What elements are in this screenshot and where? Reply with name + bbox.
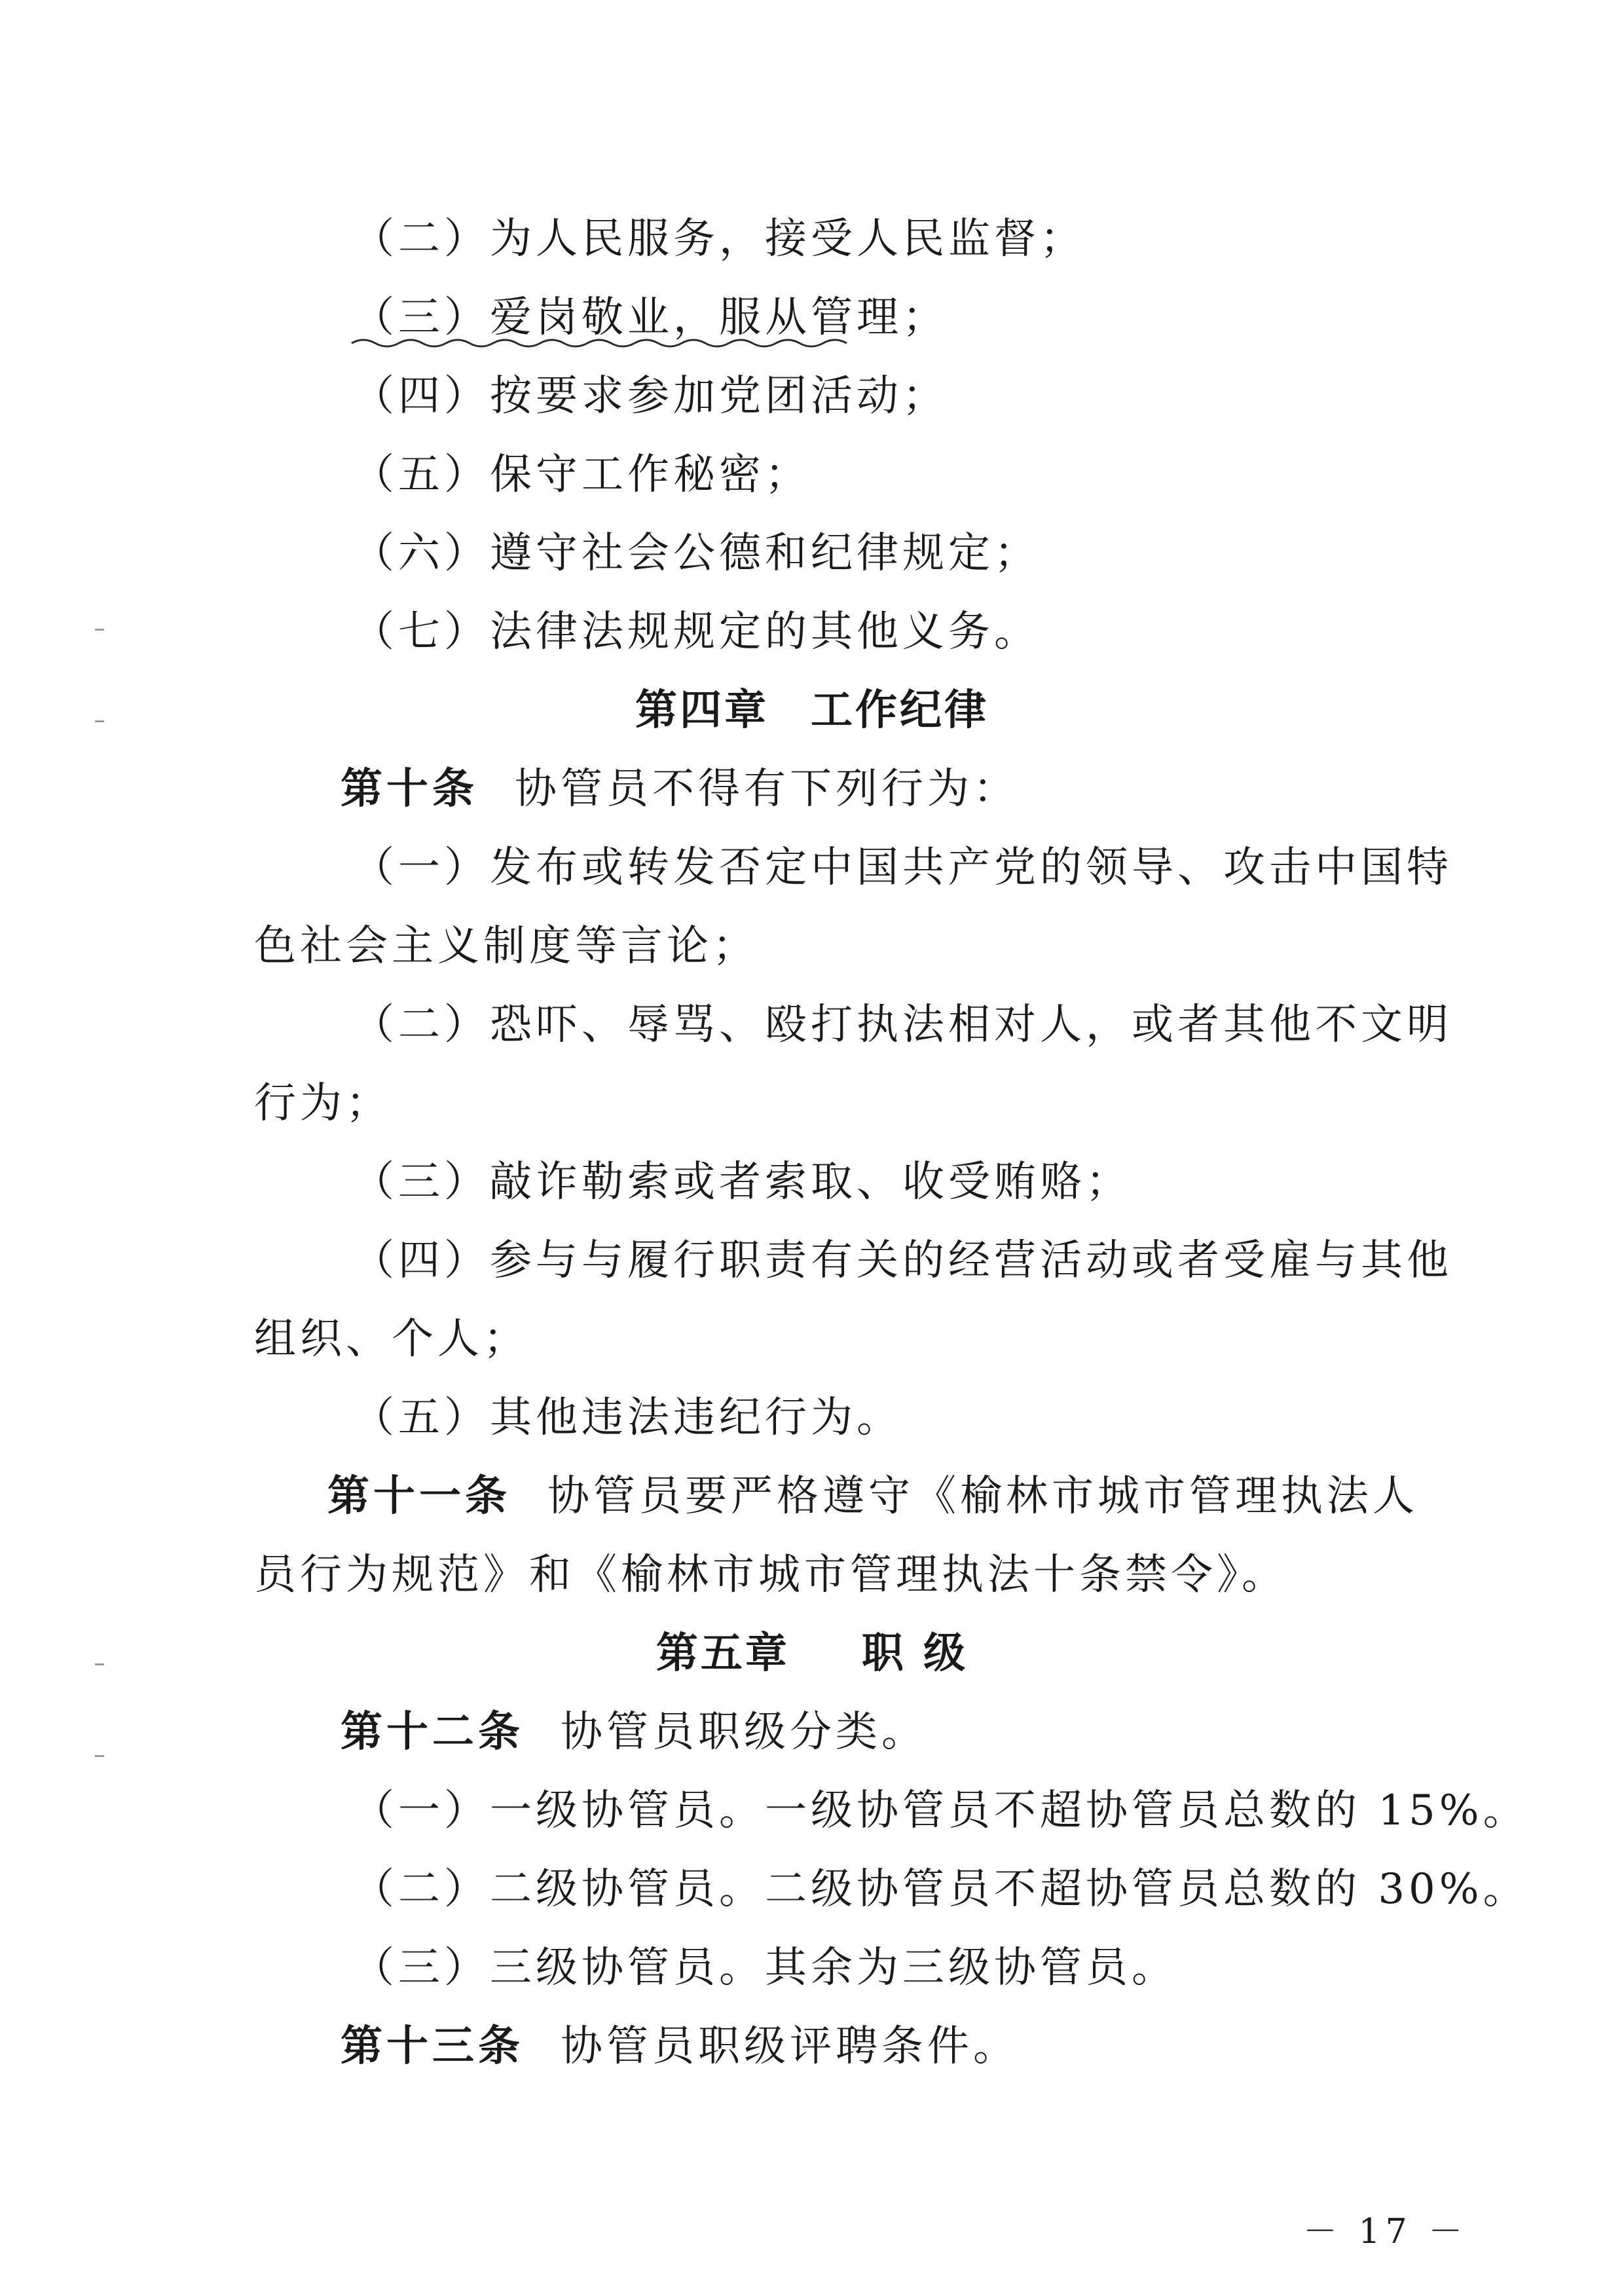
article-10-line-3: （二）恐吓、辱骂、殴打执法相对人，或者其他不文明 [352,1001,1452,1049]
duty-item-7: （七）法律法规规定的其他义务。 [352,608,1040,656]
article-10 [341,763,1019,815]
chapter-4-number: 第四章 [635,686,769,735]
duty-item-4: （四）按要求参加党团活动； [352,372,948,420]
duty-item-3: （三）爱岗敬业，服从管理； [352,293,948,342]
article-12-line-1: （一）一级协管员。一级协管员不超协管员总数的 15%。 [352,1787,1529,1835]
article-12 [341,1706,927,1758]
scan-margin-mark [95,720,104,722]
chapter-5-number: 第五章 [655,1629,790,1678]
scan-margin-mark [95,629,104,631]
article-11-line-2: 员行为规范》和《榆林市城市管理执法十条禁令》。 [254,1551,1287,1599]
article-10-line-7: 组织、个人； [254,1315,529,1363]
article-10-line-4: 行为； [254,1079,392,1128]
chapter-4-title: 工作纪律 [811,686,989,735]
duty-item-5: （五）保守工作秘密； [352,451,811,499]
article-11-text: 协管员要严格遵守《榆林市城市管理执法人 [547,1472,1418,1521]
chapter-5-title: 职 级 [861,1629,969,1678]
article-12-line-2: （二）二级协管员。二级协管员不超协管员总数的 30%。 [352,1865,1529,1914]
article-12-line-3: （三）三级协管员。其余为三级协管员。 [352,1944,1177,1992]
article-10-line-2: 色社会主义制度等言论； [254,922,758,971]
article-13 [341,2020,1019,2073]
article-12-text: 协管员职级分类。 [561,1708,927,1756]
article-13-text: 协管员职级评聘条件。 [561,2022,1019,2071]
handwritten-underline-mark [350,334,874,354]
article-10-label: 第十条 [341,765,478,813]
article-12-label: 第十二条 [341,1708,524,1756]
article-11-label: 第十一条 [327,1472,511,1521]
article-10-line-5: （三）敲诈勒索或者索取、收受贿赂； [352,1158,1132,1206]
article-11 [327,1470,1418,1523]
duty-item-2: （二）为人民服务，接受人民监督； [352,215,1086,263]
article-10-line-1: （一）发布或转发否定中国共产党的领导、攻击中国特 [352,843,1452,892]
article-10-text: 协管员不得有下列行为： [515,765,1019,813]
article-10-line-8: （五）其他违法违纪行为。 [352,1394,902,1442]
duty-item-6: （六）遵守社会公德和纪律规定； [352,529,1040,578]
article-13-label: 第十三条 [341,2022,524,2071]
chapter-5-heading [0,1627,1624,1680]
scan-margin-mark [95,1663,104,1665]
chapter-4-heading [0,684,1624,737]
scan-margin-mark [95,1755,104,1757]
page-number: － 17 － [1303,2212,1468,2251]
article-10-line-6: （四）参与与履行职责有关的经营活动或者受雇与其他 [352,1236,1452,1285]
